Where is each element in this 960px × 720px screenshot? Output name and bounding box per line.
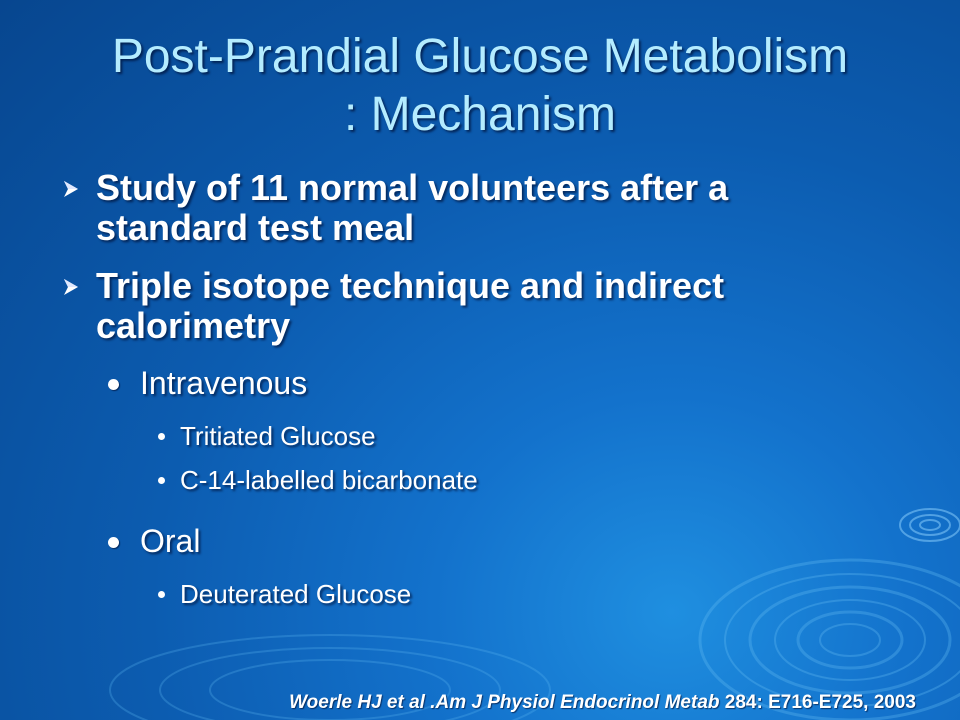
bullet-text-line-1: Triple isotope technique and indirect xyxy=(96,265,725,306)
sub-sub-bullet-text: C-14-labelled bicarbonate xyxy=(180,465,478,495)
filled-circle-bullet-icon xyxy=(108,379,119,390)
sub-sub-bullet-c14 xyxy=(60,464,920,496)
small-dot-bullet-icon xyxy=(158,477,165,484)
citation xyxy=(289,692,916,714)
title-line-2: : Mechanism xyxy=(343,88,617,141)
citation-volume: 284: E716-E725, 2003 xyxy=(719,692,916,713)
sub-sub-bullet-text: Tritiated Glucose xyxy=(180,421,376,451)
sub-bullet-text: Oral xyxy=(140,523,201,559)
sub-sub-bullet-text: Deuterated Glucose xyxy=(180,579,412,609)
arrowhead-bullet-icon xyxy=(62,278,80,296)
sub-sub-bullet-deuterated xyxy=(60,578,920,610)
title-line-1: Post-Prandial Glucose Metabolism xyxy=(111,30,849,83)
sub-bullet-text: Intravenous xyxy=(140,365,308,401)
bullet-text-line-2: standard test meal xyxy=(96,207,415,248)
filled-circle-bullet-icon xyxy=(108,537,119,548)
bullet-item-technique xyxy=(60,266,920,346)
bullet-text-line-2: calorimetry xyxy=(96,305,291,346)
bullet-item-study xyxy=(60,168,920,248)
arrowhead-bullet-icon xyxy=(62,180,80,198)
citation-journal: Woerle HJ et al .Am J Physiol Endocrinol Metab xyxy=(289,692,720,713)
slide-title xyxy=(40,28,920,144)
bullet-text-line-1: Study of 11 normal volunteers after a xyxy=(96,167,729,208)
small-dot-bullet-icon xyxy=(158,591,165,598)
sub-bullet-oral xyxy=(60,522,920,560)
bullet-list xyxy=(60,168,920,622)
sub-sub-bullet-tritiated xyxy=(60,420,920,452)
sub-bullet-intravenous xyxy=(60,364,920,402)
small-dot-bullet-icon xyxy=(158,433,165,440)
